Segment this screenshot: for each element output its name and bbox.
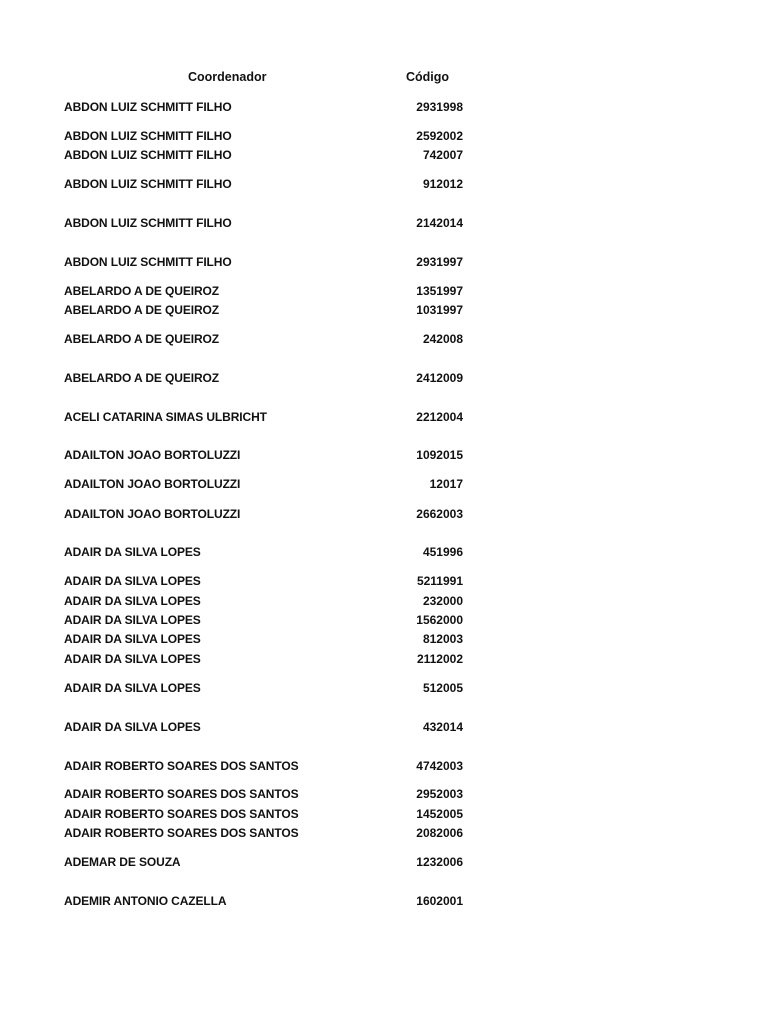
table-row (0, 331, 768, 347)
table-row (0, 631, 768, 647)
coordinator-name: ADEMIR ANTONIO CAZELLA (64, 894, 227, 908)
table-row (0, 147, 768, 163)
table-row (0, 409, 768, 425)
coordinator-name: ABDON LUIZ SCHMITT FILHO (64, 177, 232, 191)
coordinator-name: ABDON LUIZ SCHMITT FILHO (64, 216, 232, 230)
coordinator-name: ABDON LUIZ SCHMITT FILHO (64, 129, 232, 143)
coordinator-name: ADAIR ROBERTO SOARES DOS SANTOS (64, 807, 299, 821)
coordinator-name: ADAIR ROBERTO SOARES DOS SANTOS (64, 826, 299, 840)
code-value: 2931997 (416, 255, 463, 269)
coordinator-name: ADEMAR DE SOUZA (64, 855, 181, 869)
table-row (0, 370, 768, 386)
code-value: 242008 (422, 332, 463, 346)
code-value: 232000 (422, 594, 463, 608)
coordinator-name: ADAIR DA SILVA LOPES (64, 613, 201, 627)
table-row (0, 893, 768, 909)
code-value: 1452005 (416, 807, 463, 821)
code-value: 812003 (422, 632, 463, 646)
table-row (0, 854, 768, 870)
coordinator-column-header: Coordenador (188, 70, 267, 84)
table-row (0, 506, 768, 522)
table-row (0, 573, 768, 589)
table-row (0, 128, 768, 144)
coordinator-name: ADAILTON JOAO BORTOLUZZI (64, 507, 241, 521)
coordinator-name: ADAIR ROBERTO SOARES DOS SANTOS (64, 787, 299, 801)
code-value: 512005 (422, 681, 463, 695)
code-value: 2082006 (416, 826, 463, 840)
code-value: 912012 (422, 177, 463, 191)
code-value: 1232006 (416, 855, 463, 869)
coordinator-name: ADAIR ROBERTO SOARES DOS SANTOS (64, 759, 299, 773)
coordinator-name: ADAILTON JOAO BORTOLUZZI (64, 477, 241, 491)
code-value: 2412009 (416, 371, 463, 385)
code-column-header: Código (406, 70, 450, 84)
table-row (0, 719, 768, 735)
coordinator-name: ABELARDO A DE QUEIROZ (64, 284, 220, 298)
coordinator-name: ABDON LUIZ SCHMITT FILHO (64, 100, 232, 114)
coordinator-name: ADAIR DA SILVA LOPES (64, 594, 201, 608)
table-row (0, 786, 768, 802)
table-row (0, 447, 768, 463)
coordinator-name: ADAIR DA SILVA LOPES (64, 545, 201, 559)
table-row (0, 806, 768, 822)
coordinator-name: ABELARDO A DE QUEIROZ (64, 332, 220, 346)
code-value: 12017 (429, 477, 463, 491)
coordinator-name: ABELARDO A DE QUEIROZ (64, 371, 220, 385)
code-value: 2952003 (416, 787, 463, 801)
table-row (0, 476, 768, 492)
coordinator-name: ADAILTON JOAO BORTOLUZZI (64, 448, 241, 462)
table-row (0, 758, 768, 774)
table-row (0, 302, 768, 318)
code-value: 4742003 (416, 759, 463, 773)
table-row (0, 544, 768, 560)
coordinator-name: ABDON LUIZ SCHMITT FILHO (64, 148, 232, 162)
code-value: 2112002 (416, 652, 463, 666)
table-row (0, 825, 768, 841)
coordinator-name: ADAIR DA SILVA LOPES (64, 652, 201, 666)
table-header (0, 70, 768, 86)
code-value: 2931998 (416, 100, 463, 114)
code-value: 2212004 (416, 410, 463, 424)
coordinator-name: ADAIR DA SILVA LOPES (64, 632, 201, 646)
code-value: 2142014 (416, 216, 463, 230)
code-value: 1031997 (416, 303, 463, 317)
table-row (0, 254, 768, 270)
table-row (0, 612, 768, 628)
code-value: 1092015 (416, 448, 463, 462)
code-value: 2662003 (416, 507, 463, 521)
coordinator-name: ABELARDO A DE QUEIROZ (64, 303, 220, 317)
code-value: 432014 (422, 720, 463, 734)
coordinator-name: ABDON LUIZ SCHMITT FILHO (64, 255, 232, 269)
code-value: 742007 (422, 148, 463, 162)
code-value: 451996 (422, 545, 463, 559)
coordinator-name: ADAIR DA SILVA LOPES (64, 720, 201, 734)
table-row (0, 215, 768, 231)
table-row (0, 651, 768, 667)
code-value: 1351997 (416, 284, 463, 298)
code-value: 2592002 (416, 129, 463, 143)
table-row (0, 283, 768, 299)
table-row (0, 593, 768, 609)
code-value: 1562000 (416, 613, 463, 627)
table-row (0, 99, 768, 115)
coordinator-name: ADAIR DA SILVA LOPES (64, 681, 201, 695)
code-value: 5211991 (416, 574, 463, 588)
table-row (0, 680, 768, 696)
coordinator-name: ACELI CATARINA SIMAS ULBRICHT (64, 410, 267, 424)
coordinator-name: ADAIR DA SILVA LOPES (64, 574, 201, 588)
code-value: 1602001 (416, 894, 463, 908)
table-row (0, 176, 768, 192)
